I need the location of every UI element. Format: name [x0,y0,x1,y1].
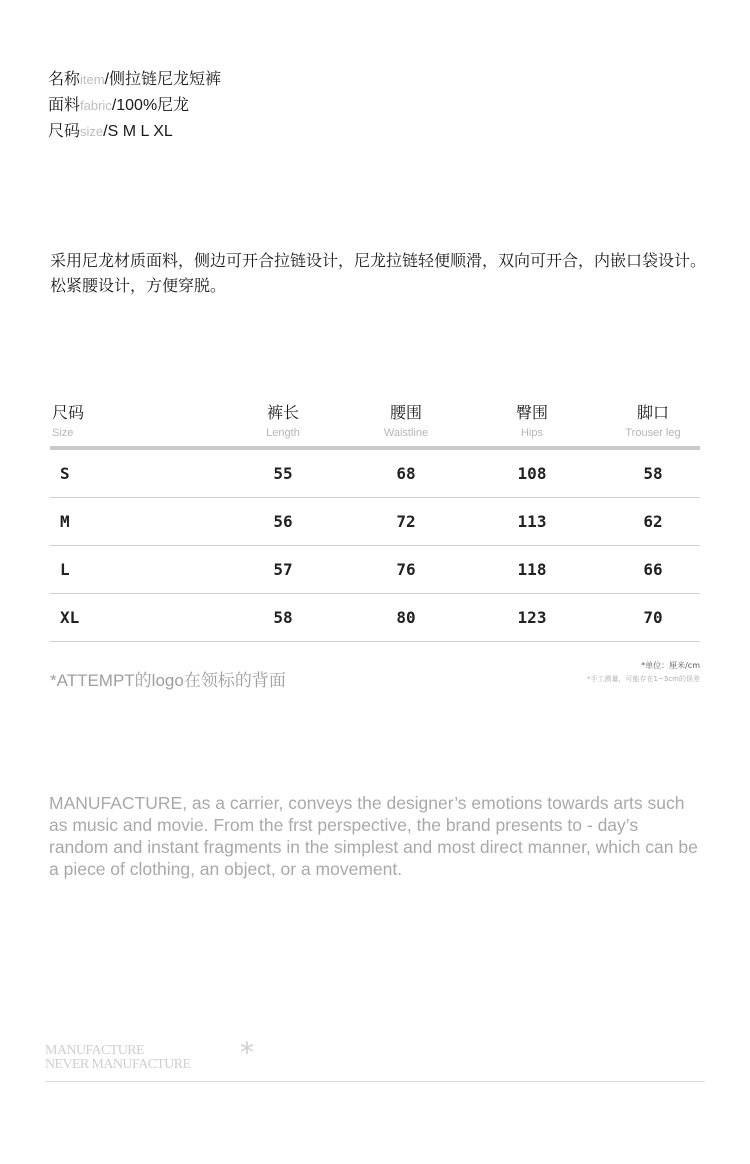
product-spec [48,66,221,144]
cell-trouser-leg: 66 [643,560,663,579]
header-en: Size [52,427,74,439]
cell-size: S [60,464,70,483]
header-waistline [366,403,446,439]
asterisk-icon: * [240,1036,254,1069]
size-table [50,400,700,642]
cell-size: M [60,512,70,531]
cell-trouser-leg: 58 [643,464,663,483]
cell-waistline: 80 [396,608,416,627]
brand-statement: MANUFACTURE, as a carrier, conveys the designer’s emotions towards arts such as music and movie. From the frst perspective, the brand presents to - day’s random and instant fragments in the simplest and most direct manner, which can be a piece of clothing, an object, or a movement. [49,793,698,879]
cell-length: 56 [273,512,293,531]
cell-length: 57 [273,560,293,579]
unit-text: *单位：厘米/cm [641,661,700,670]
header-zh: 尺码 [52,403,85,422]
footer-logo-line1: MANUFACTURE [45,1043,144,1058]
cell-waistline: 76 [396,560,416,579]
cell-hips: 108 [517,464,547,483]
cell-length: 55 [273,464,293,483]
table-row [50,546,700,594]
table-row [50,498,700,546]
table-header [50,400,700,450]
header-en: Hips [520,427,543,439]
table-row [50,594,700,642]
header-en: Length [266,427,300,439]
cell-size: L [60,560,70,579]
header-trouser-leg [613,403,693,439]
spec-fabric-label: 面料 [48,95,81,114]
cell-hips: 123 [517,608,547,627]
spec-size-en: size [80,124,104,139]
unit-note [587,660,700,684]
cell-length: 58 [273,608,293,627]
spec-size-label: 尺码 [48,121,81,140]
spec-name-row [48,66,221,92]
footer-logo-line2: NEVER MANUFACTURE [45,1057,191,1072]
spec-name-label: 名称 [48,69,81,88]
header-zh: 脚口 [636,403,669,422]
header-length [243,403,323,439]
cell-size: XL [60,608,80,627]
cell-hips: 113 [517,512,547,531]
header-zh: 裤长 [266,403,299,422]
footer-logo [45,1044,191,1072]
spec-name-value: /侧拉链尼龙短裤 [104,71,222,88]
product-description: 采用尼龙材质面料，侧边可开合拉链设计，尼龙拉链轻便顺滑，双向可开合，内嵌口袋设计。松紧腰设计，方便穿脱。 [50,251,707,295]
header-zh: 腰围 [389,403,422,422]
spec-size-row [48,118,221,144]
cell-trouser-leg: 62 [643,512,663,531]
header-en: Trouser leg [625,427,681,439]
spec-fabric-row [48,92,221,118]
header-zh: 臀围 [515,403,548,422]
spec-fabric-value: /100%尼龙 [111,97,190,114]
header-en: Waistline [383,427,429,439]
cell-waistline: 72 [396,512,416,531]
header-hips [492,403,572,439]
spec-size-value: /S M L XL [103,123,173,140]
cell-trouser-leg: 70 [643,608,663,627]
cell-waistline: 68 [396,464,416,483]
measurement-error-text: *手工测量，可能存在1~3cm的误差 [587,675,700,683]
cell-hips: 118 [517,560,547,579]
table-row [50,450,700,498]
spec-fabric-en: fabric [80,98,112,113]
footer-divider [45,1081,705,1082]
spec-name-en: item [80,72,105,87]
header-size [52,403,112,439]
logo-note: *ATTEMPT的logo在领标的背面 [50,671,286,690]
